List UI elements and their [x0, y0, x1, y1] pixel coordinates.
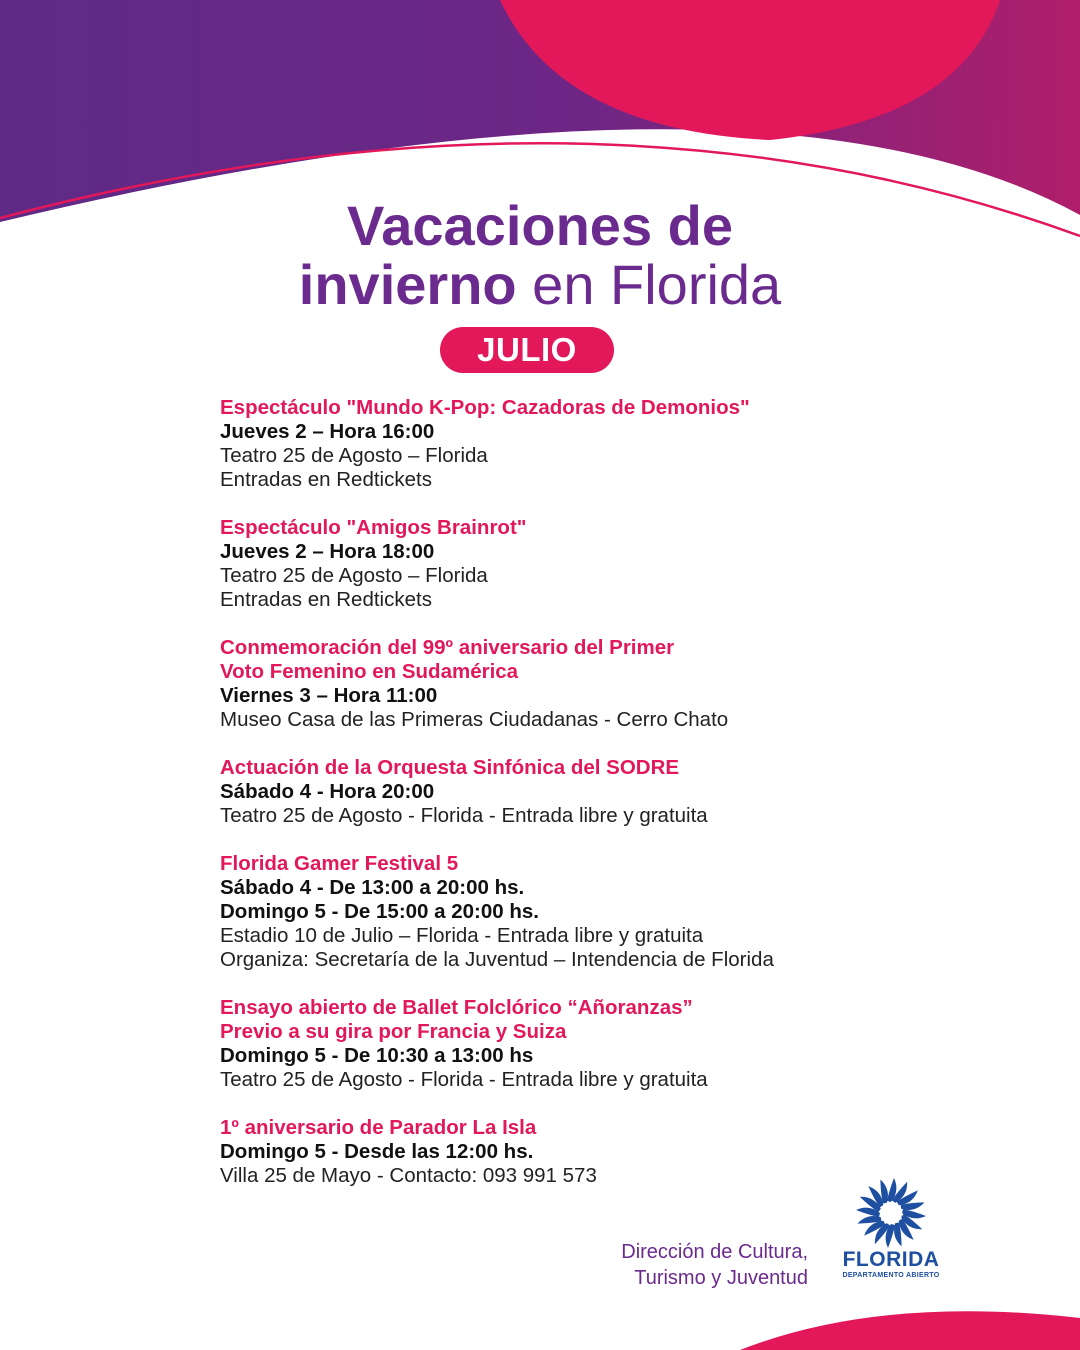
events-list [220, 396, 1060, 1212]
event-time: Domingo 5 - Desde las 12:00 hs. [220, 1140, 534, 1163]
event-title: Actuación de la Orquesta Sinfónica del SODRE [220, 756, 680, 779]
event-title: 1º aniversario de Parador La Isla [220, 1116, 537, 1139]
event-title: Previo a su gira por Francia y Suiza [220, 1020, 567, 1043]
footer-credit [621, 1239, 808, 1291]
event-time: Domingo 5 - De 10:30 a 13:00 hs [220, 1044, 534, 1067]
florida-logo [836, 1176, 946, 1294]
logo-tagline: DEPARTAMENTO ABIERTO [842, 1272, 940, 1279]
event-item [220, 996, 1060, 1092]
event-time: Sábado 4 - Hora 20:00 [220, 780, 435, 803]
title-bold-word: invierno [298, 253, 517, 317]
event-item [220, 516, 1060, 612]
event-title: Florida Gamer Festival 5 [220, 852, 459, 875]
event-time: Sábado 4 - De 13:00 a 20:00 hs. [220, 876, 525, 899]
event-title: Conmemoración del 99º aniversario del Primer [220, 636, 675, 659]
event-info: Entradas en Redtickets [220, 468, 432, 491]
event-item [220, 636, 1060, 732]
event-title: Voto Femenino en Sudamérica [220, 660, 519, 683]
event-info: Museo Casa de las Primeras Ciudadanas - Cerro Chato [220, 708, 729, 731]
event-item [220, 396, 1060, 492]
title-light-text: en Florida [532, 253, 782, 317]
event-time: Jueves 2 – Hora 16:00 [220, 420, 435, 443]
footer-line-1: Dirección de Cultura, [621, 1241, 808, 1263]
event-info: Villa 25 de Mayo - Contacto: 093 991 573 [220, 1164, 597, 1187]
event-item [220, 852, 1060, 972]
event-title: Espectáculo "Mundo K-Pop: Cazadoras de Demonios" [220, 396, 750, 419]
footer-line-2: Turismo y Juventud [634, 1267, 808, 1289]
event-info: Estadio 10 de Julio – Florida - Entrada libre y gratuita [220, 924, 704, 947]
logo-name: FLORIDA [842, 1248, 940, 1271]
event-time: Viernes 3 – Hora 11:00 [220, 684, 438, 707]
sun-swirl-logo-icon [854, 1176, 928, 1250]
event-time: Domingo 5 - De 15:00 a 20:00 hs. [220, 900, 540, 923]
event-title: Ensayo abierto de Ballet Folclórico “Añoranzas” [220, 996, 693, 1019]
month-badge: JULIO [440, 327, 614, 373]
event-info: Entradas en Redtickets [220, 588, 432, 611]
event-info: Teatro 25 de Agosto - Florida - Entrada libre y gratuita [220, 1068, 708, 1091]
event-info: Teatro 25 de Agosto – Florida [220, 444, 488, 467]
title-line-1: Vacaciones de [346, 194, 733, 257]
event-info: Organiza: Secretaría de la Juventud – Intendencia de Florida [220, 948, 774, 971]
event-title: Espectáculo "Amigos Brainrot" [220, 516, 527, 539]
event-info: Teatro 25 de Agosto – Florida [220, 564, 488, 587]
event-info: Teatro 25 de Agosto - Florida - Entrada libre y gratuita [220, 804, 708, 827]
event-time: Jueves 2 – Hora 18:00 [220, 540, 435, 563]
event-item [220, 756, 1060, 828]
page-title [0, 196, 1080, 315]
